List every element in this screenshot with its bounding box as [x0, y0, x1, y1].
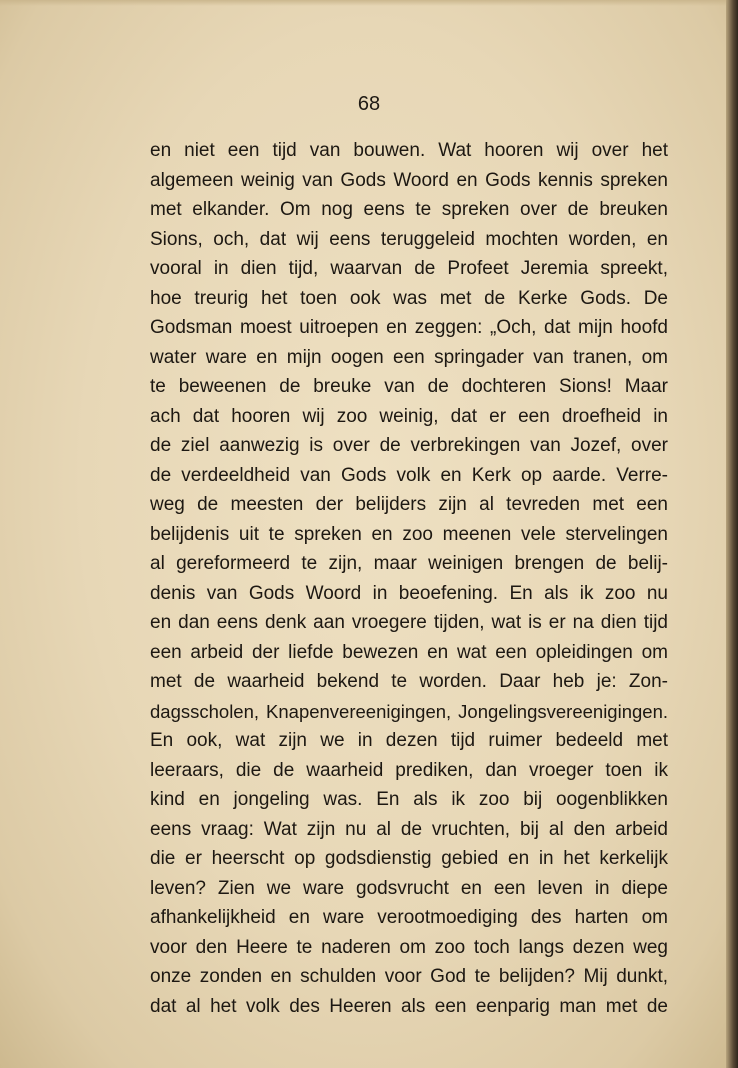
text-line: afhankelijkheid en ware verootmoediging des harten om: [150, 907, 668, 928]
body-text: [150, 136, 668, 1021]
page-binding-edge: [726, 0, 738, 1068]
text-line: algemeen weinig van Gods Woord en Gods kennis spreken: [150, 169, 668, 191]
text-line: vooral in dien tijd, waarvan de Profeet Jeremia spreekt,: [150, 258, 668, 279]
text-line: met de waarheid bekend te worden. Daar heb je: Zon-: [150, 671, 668, 692]
text-line: water ware en mijn oogen een springader van tranen, om: [150, 346, 668, 368]
text-line: al gereformeerd te zijn, maar weinigen brengen de belij-: [150, 553, 668, 574]
page-number: 68: [357, 93, 381, 115]
text-line: die er heerscht op godsdienstig gebied en in het kerkelijk: [150, 848, 668, 869]
page-top-shadow: [0, 0, 738, 6]
text-line: onze zonden en schulden voor God te belijden? Mij dunkt,: [150, 966, 668, 987]
text-line: een arbeid der liefde bewezen en wat een opleidingen om: [150, 641, 668, 663]
text-line: de verdeeldheid van Gods volk en Kerk op aarde. Verre-: [150, 464, 668, 486]
text-line: dagsscholen, Knapenvereenigingen, Jongelingsvereenigingen.: [150, 700, 668, 722]
text-line: de ziel aanwezig is over de verbrekingen van Jozef, over: [150, 435, 668, 456]
text-line: En ook, wat zijn we in dezen tijd ruimer bedeeld met: [150, 730, 668, 751]
text-line: te beweenen de breuke van de dochteren Sions! Maar: [150, 376, 668, 397]
text-line: leven? Zien we ware godsvrucht en een leven in diepe: [150, 877, 668, 899]
text-line: weg de meesten der belijders zijn al tevreden met een: [150, 494, 668, 515]
text-line: met elkander. Om nog eens te spreken over de breuken: [150, 199, 668, 220]
text-line: ach dat hooren wij zoo weinig, dat er een droefheid in: [150, 405, 668, 427]
text-line: Sions, och, dat wij eens teruggeleid mochten worden, en: [150, 228, 668, 250]
text-line: hoe treurig het toen ook was met de Kerke Gods. De: [150, 287, 668, 309]
text-line: eens vraag: Wat zijn nu al de vruchten, bij al den arbeid: [150, 818, 668, 840]
text-line: kind en jongeling was. En als ik zoo bij oogenblikken: [150, 789, 668, 810]
text-line: Godsman moest uitroepen en zeggen: „Och, dat mijn hoofd: [150, 317, 668, 338]
text-line: en dan eens denk aan vroegere tijden, wat is er na dien tijd: [150, 612, 668, 633]
text-line: belijdenis uit te spreken en zoo meenen vele stervelingen: [150, 523, 668, 545]
text-line: denis van Gods Woord in beoefening. En als ik zoo nu: [150, 582, 668, 604]
text-line: leeraars, die de waarheid prediken, dan vroeger toen ik: [150, 759, 668, 781]
text-line: en niet een tijd van bouwen. Wat hooren wij over het: [150, 140, 668, 161]
text-line: dat al het volk des Heeren als een eenparig man met de: [150, 995, 668, 1017]
text-line: voor den Heere te naderen om zoo toch langs dezen weg: [150, 936, 668, 958]
